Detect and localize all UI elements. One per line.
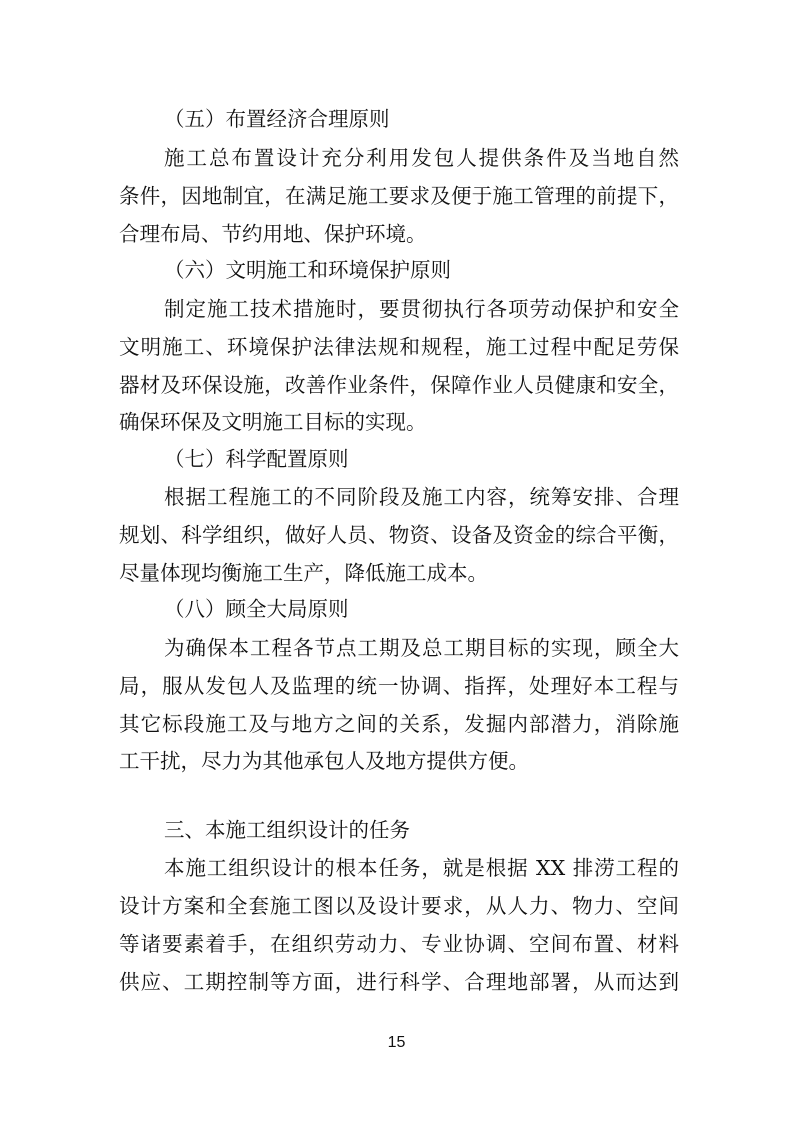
paragraph-line: 局，服从发包人及监理的统一协调、指挥，处理好本工程与 (119, 674, 679, 698)
paragraph-line: 供应、工期控制等方面，进行科学、合理地部署，从而达到 (119, 970, 679, 994)
paragraph-line: 本施工组织设计的根本任务，就是根据 XX 排涝工程的 (164, 856, 679, 880)
paragraph-line: 为确保本工程各节点工期及总工期目标的实现，顾全大 (164, 636, 679, 660)
paragraph-line: 设计方案和全套施工图以及设计要求，从人力、物力、空间 (119, 894, 679, 918)
paragraph-line: 文明施工、环境保护法律法规和规程，施工过程中配足劳保 (119, 335, 679, 359)
paragraph-line: 其它标段施工及与地方之间的关系，发掘内部潜力，消除施 (119, 712, 679, 736)
section-heading-8: （八）顾全大局原则 (164, 597, 349, 621)
paragraph-line: 规划、科学组织，做好人员、物资、设备及资金的综合平衡， (119, 523, 679, 547)
paragraph-line: 条件，因地制宜，在满足施工要求及便于施工管理的前提下， (119, 184, 679, 208)
section-heading-5: （五）布置经济合理原则 (164, 107, 390, 131)
section-heading-7: （七）科学配置原则 (164, 447, 349, 471)
paragraph-line: 合理布局、节约用地、保护环境。 (119, 222, 427, 246)
paragraph-line: 根据工程施工的不同阶段及施工内容，统筹安排、合理 (164, 485, 679, 509)
page-number: 15 (387, 1034, 406, 1051)
paragraph-line: 确保环保及文明施工目标的实现。 (119, 410, 427, 434)
paragraph-line: 器材及环保设施，改善作业条件，保障作业人员健康和安全， (119, 373, 679, 397)
paragraph-line: 工干扰，尽力为其他承包人及地方提供方便。 (119, 749, 529, 773)
paragraph-line: 尽量体现均衡施工生产，降低施工成本。 (119, 561, 488, 585)
paragraph-line: 等诸要素着手，在组织劳动力、专业协调、空间布置、材料 (119, 932, 679, 956)
section-heading-6: （六）文明施工和环境保护原则 (164, 258, 451, 282)
paragraph-line: 施工总布置设计充分利用发包人提供条件及当地自然 (164, 146, 679, 170)
section-heading-3: 三、本施工组织设计的任务 (164, 818, 410, 842)
paragraph-line: 制定施工技术措施时，要贯彻执行各项劳动保护和安全 (164, 297, 679, 321)
